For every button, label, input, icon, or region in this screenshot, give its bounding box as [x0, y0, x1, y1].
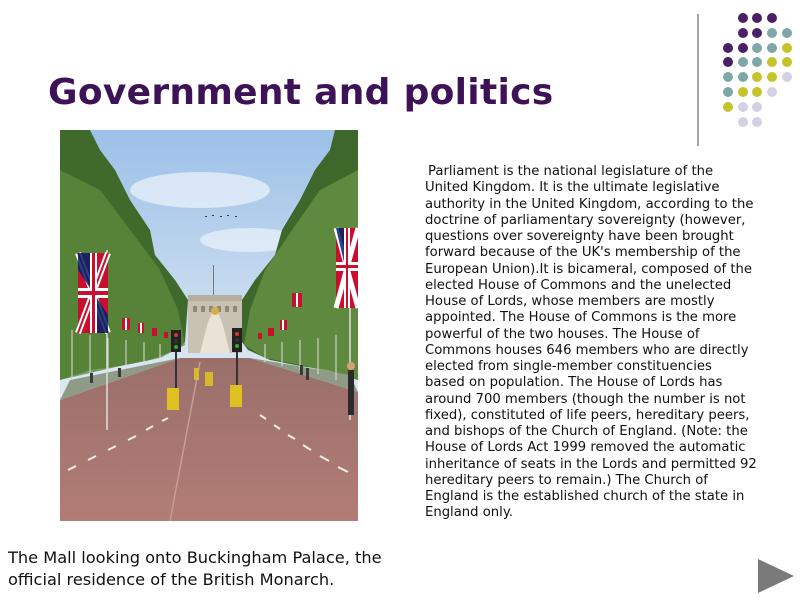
- paragraph-line: elected House of Commons and the unelected: [425, 277, 732, 293]
- paragraph-line: fixed), constituted of life peers, hereditary peers,: [425, 407, 750, 423]
- divider-line: [697, 14, 699, 146]
- decorative-dot: [767, 28, 777, 38]
- paragraph-line: around 700 members (though the number is not: [425, 391, 746, 407]
- paragraph-line: inheritance of seats in the Lords and permitted 92: [425, 456, 757, 472]
- decorative-dot: [738, 57, 748, 67]
- paragraph-line: Parliament is the national legislature of the: [428, 164, 714, 179]
- caption-line: The Mall looking onto Buckingham Palace, the: [8, 548, 382, 567]
- decorative-dot: [738, 72, 748, 82]
- next-arrow-icon: [758, 559, 794, 593]
- decorative-dot: [782, 72, 792, 82]
- decorative-dot: [738, 43, 748, 53]
- decorative-dot: [723, 57, 733, 67]
- paragraph-line: questions over sovereignty have been brought: [425, 229, 734, 244]
- decorative-dot: [723, 102, 733, 112]
- next-slide-button[interactable]: [757, 557, 795, 595]
- the-mall-photo: [60, 130, 358, 521]
- decorative-dot: [752, 72, 762, 82]
- decorative-dot: [752, 13, 762, 23]
- paragraph-line: based on population. The House of Lords has: [425, 375, 723, 391]
- decorative-dot: [752, 43, 762, 53]
- paragraph-line: powerful of the two houses. The House of: [425, 326, 700, 342]
- decorative-dot: [767, 57, 777, 67]
- paragraph-line: authority in the United Kingdom, according to the: [425, 196, 754, 212]
- decorative-dot: [752, 57, 762, 67]
- decorative-dot: [752, 87, 762, 97]
- paragraph-line: House of Lords, whose members are mostly: [425, 294, 715, 309]
- decorative-dot: [723, 72, 733, 82]
- paragraph-line: European Union).It is bicameral, composed of the: [425, 261, 752, 277]
- decorative-dot: [738, 117, 748, 127]
- decorative-dot: [752, 117, 762, 127]
- decorative-dot: [767, 13, 777, 23]
- decorative-dot: [767, 72, 777, 82]
- decorative-dot: [767, 87, 777, 97]
- caption-line: official residence of the British Monarch.: [8, 570, 335, 589]
- slide-title: Government and politics: [48, 72, 554, 113]
- paragraph-line: House of Lords Act 1999 removed the automatic: [425, 440, 746, 456]
- decorative-dot: [738, 13, 748, 23]
- decorative-dot: [752, 28, 762, 38]
- parliament-paragraph: [425, 164, 793, 522]
- decorative-dot: [782, 57, 792, 67]
- paragraph-line: elected from single-member constituencies: [425, 359, 712, 374]
- paragraph-line: forward because of the UK's membership of the: [425, 245, 741, 261]
- decorative-dot: [782, 43, 792, 53]
- decorative-dot: [723, 87, 733, 97]
- photo-caption: [8, 547, 428, 591]
- paragraph-line: appointed. The House of Commons is the more: [425, 310, 737, 326]
- decorative-dot: [738, 87, 748, 97]
- paragraph-line: Commons houses 646 members who are directly: [425, 342, 749, 358]
- paragraph-line: United Kingdom. It is the ultimate legislative: [425, 180, 720, 196]
- paragraph-line: hereditary peers to remain.) The Church of: [425, 472, 708, 488]
- decorative-dot: [723, 43, 733, 53]
- decorative-dot: [767, 43, 777, 53]
- decorative-dot: [738, 28, 748, 38]
- decorative-dot: [738, 102, 748, 112]
- decorative-dot: [782, 28, 792, 38]
- paragraph-line: England only.: [425, 505, 513, 521]
- decorative-dot: [752, 102, 762, 112]
- paragraph-line: doctrine of parliamentary sovereignty (however,: [425, 212, 746, 228]
- paragraph-line: and bishops of the Church of England. (Note: the: [425, 424, 748, 439]
- paragraph-line: England is the established church of the state in: [425, 489, 745, 504]
